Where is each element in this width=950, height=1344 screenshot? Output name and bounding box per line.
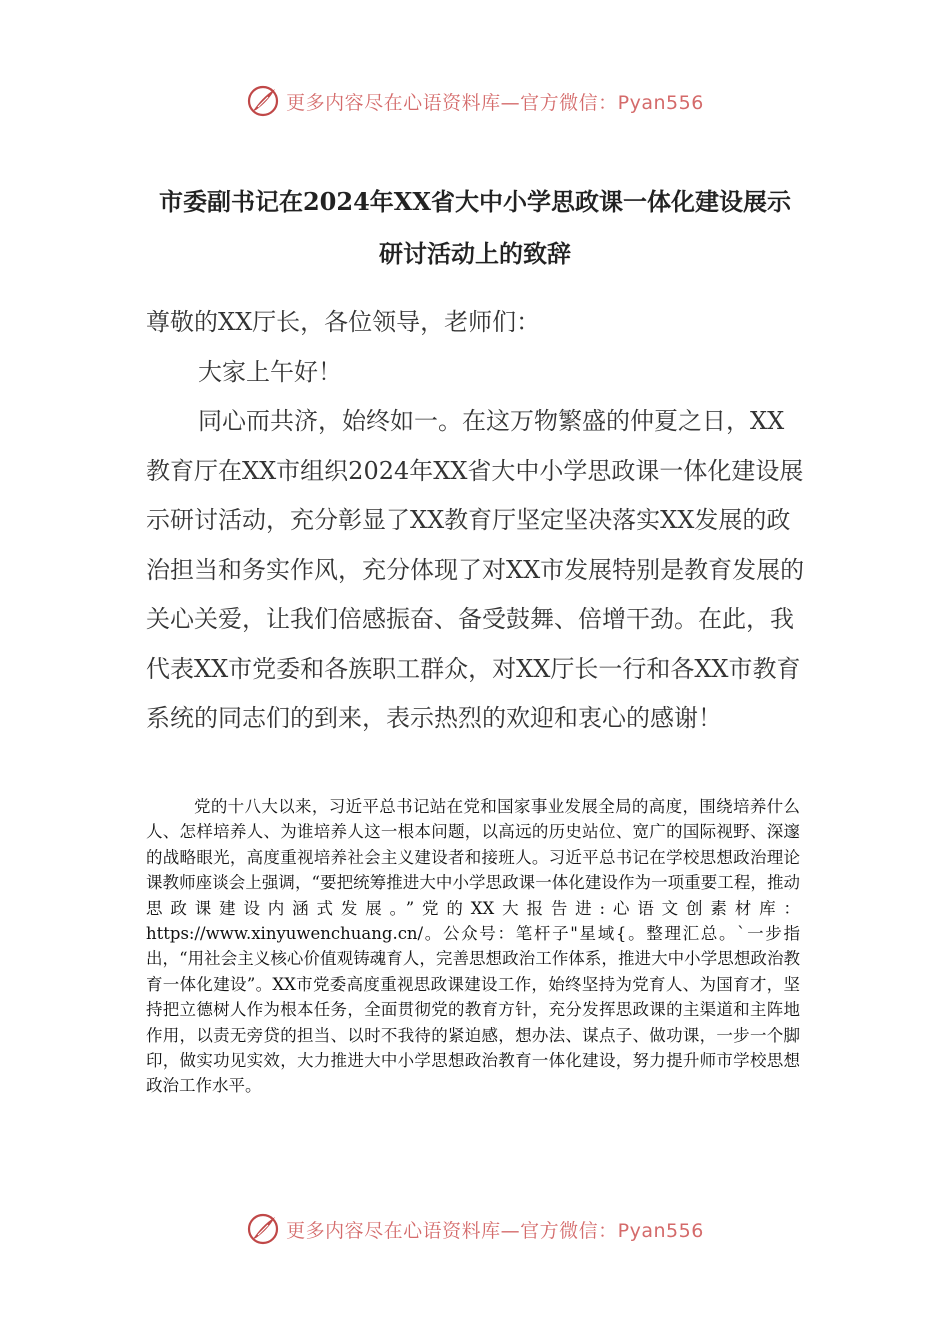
document-title bbox=[120, 176, 830, 280]
quill-logo-icon bbox=[246, 84, 280, 118]
greeting: 大家上午好！ bbox=[198, 357, 342, 386]
title-line-2: 研讨活动上的致辞 bbox=[379, 239, 571, 268]
header-banner bbox=[0, 84, 950, 118]
salutation: 尊敬的XX厅长，各位领导，老师们： bbox=[146, 308, 541, 336]
title-line-1: 市委副书记在2024年XX省大中小学思政课一体化建设展示 bbox=[158, 187, 792, 216]
header-banner-text: 更多内容尽在心语资料库—官方微信：Pyan556 bbox=[286, 91, 704, 114]
speech-body-small bbox=[146, 794, 800, 1099]
footer-banner-text: 更多内容尽在心语资料库—官方微信：Pyan556 bbox=[286, 1219, 704, 1242]
speech-body-large bbox=[146, 298, 806, 744]
paragraph-1: 同心而共济，始终如一。在这万物繁盛的仲夏之日，XX教育厅在XX市组织2024年XX省大中小学思政课一体化建设展示研讨活动，充分彰显了XX教育厅坚定坚决落实XX发展的政治担当和务实作风，充分体现了对XX市发展特别是教育发展的关心关爱，让我们倍感振奋、备受鼓舞、倍增干劲。在此，我代表XX市党委和各族职工群众，对XX厅长一行和各XX市教育系统的同志们的到来，表示热烈的欢迎和衷心的感谢！ bbox=[146, 407, 805, 732]
paragraph-2: 党的十八大以来，习近平总书记站在党和国家事业发展全局的高度，围绕培养什么人、怎样培养人、为谁培养人这一根本问题，以高远的历史站位、宽广的国际视野、深邃的战略眼光，高度重视培养社会主义建设者和接班人。习近平总书记在学校思想政治理论课教师座谈会上强调，“要把统筹推进大中小学思政课一体化建设作为一项重要工程，推动思政课建设内涵式发展。”党的XX大报告进:心语文创素材库：https://www.xinyuwenchuang.cn/。公众号：笔杆子"星域{。整理汇总。`一步指出，“用社会主义核心价值观铸魂育人，完善思想政治工作体系，推进大中小学思想政治教育一体化建设”。XX市党委高度重视思政课建设工作，始终坚持为党育人、为国育才，坚持把立德树人作为根本任务，全面贯彻党的教育方针，充分发挥思政课的主渠道和主阵地作用，以责无旁贷的担当、以时不我待的紧迫感，想办法、谋点子、做功课，一步一个脚印，做实功见实效，大力推进大中小学思想政治教育一体化建设，努力提升师市学校思想政治工作水平。 bbox=[146, 797, 800, 1096]
quill-logo-icon bbox=[246, 1212, 280, 1246]
footer-banner bbox=[0, 1212, 950, 1246]
